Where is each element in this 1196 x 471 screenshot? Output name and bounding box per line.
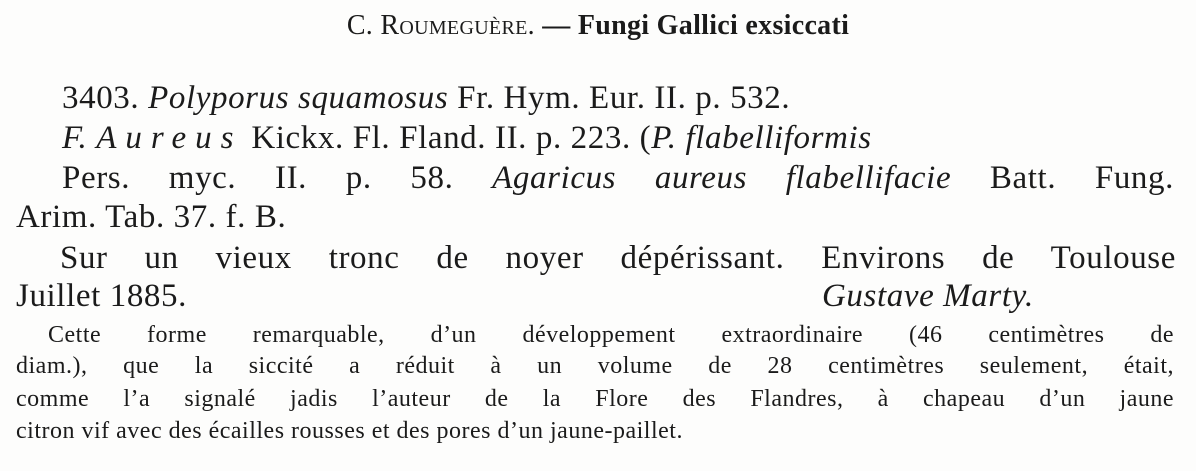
entry-number: 3403.	[62, 80, 140, 116]
habitat-line: Sur un vieux tronc de noyer dépérissant. Environs de Toulouse	[60, 240, 1176, 276]
entry-line-3	[62, 160, 1174, 197]
synonym-flabelliformis: P. flabelliformis	[651, 120, 872, 156]
note-line-4: citron vif avec des écailles rousses et des pores d’un jaune-paillet.	[16, 418, 683, 444]
form-name: Aureus	[96, 120, 243, 156]
note-line-1: Cette forme remarquable, d’un développement extraordinaire (46 centimètres de	[48, 322, 1174, 348]
battarra-reference: Batt. Fung.	[989, 160, 1174, 196]
note-line-2: diam.), que la siccité a réduit à un volume de 28 centimètres seulement, était,	[16, 353, 1174, 379]
author-name: C. Roumeguère.	[346, 10, 535, 41]
collection-date: Juillet 1885.	[16, 278, 187, 314]
collector-signature: Gustave Marty.	[822, 278, 1034, 314]
entry-line-1	[62, 80, 790, 117]
label-header	[0, 10, 1196, 42]
species-reference: Fr. Hym. Eur. II. p. 532.	[457, 80, 791, 116]
form-reference: Kickx. Fl. Fland. II. p. 223. (	[251, 120, 652, 156]
note-line-3: comme l’a signalé jadis l’auteur de la Flore des Flandres, à chapeau d’un jaune	[16, 386, 1174, 412]
entry-line-2	[62, 120, 872, 157]
header-dash: —	[542, 10, 571, 41]
entry-line-4: Arim. Tab. 37. f. B.	[16, 199, 287, 235]
series-title: Fungi Gallici exsiccati	[577, 10, 850, 41]
persoon-reference: Pers. myc. II. p. 58.	[62, 160, 454, 196]
form-label: F.	[62, 120, 88, 156]
synonym-agaricus: Agaricus aureus flabellifacie	[492, 160, 952, 196]
species-name: Polyporus squamosus	[148, 80, 449, 116]
